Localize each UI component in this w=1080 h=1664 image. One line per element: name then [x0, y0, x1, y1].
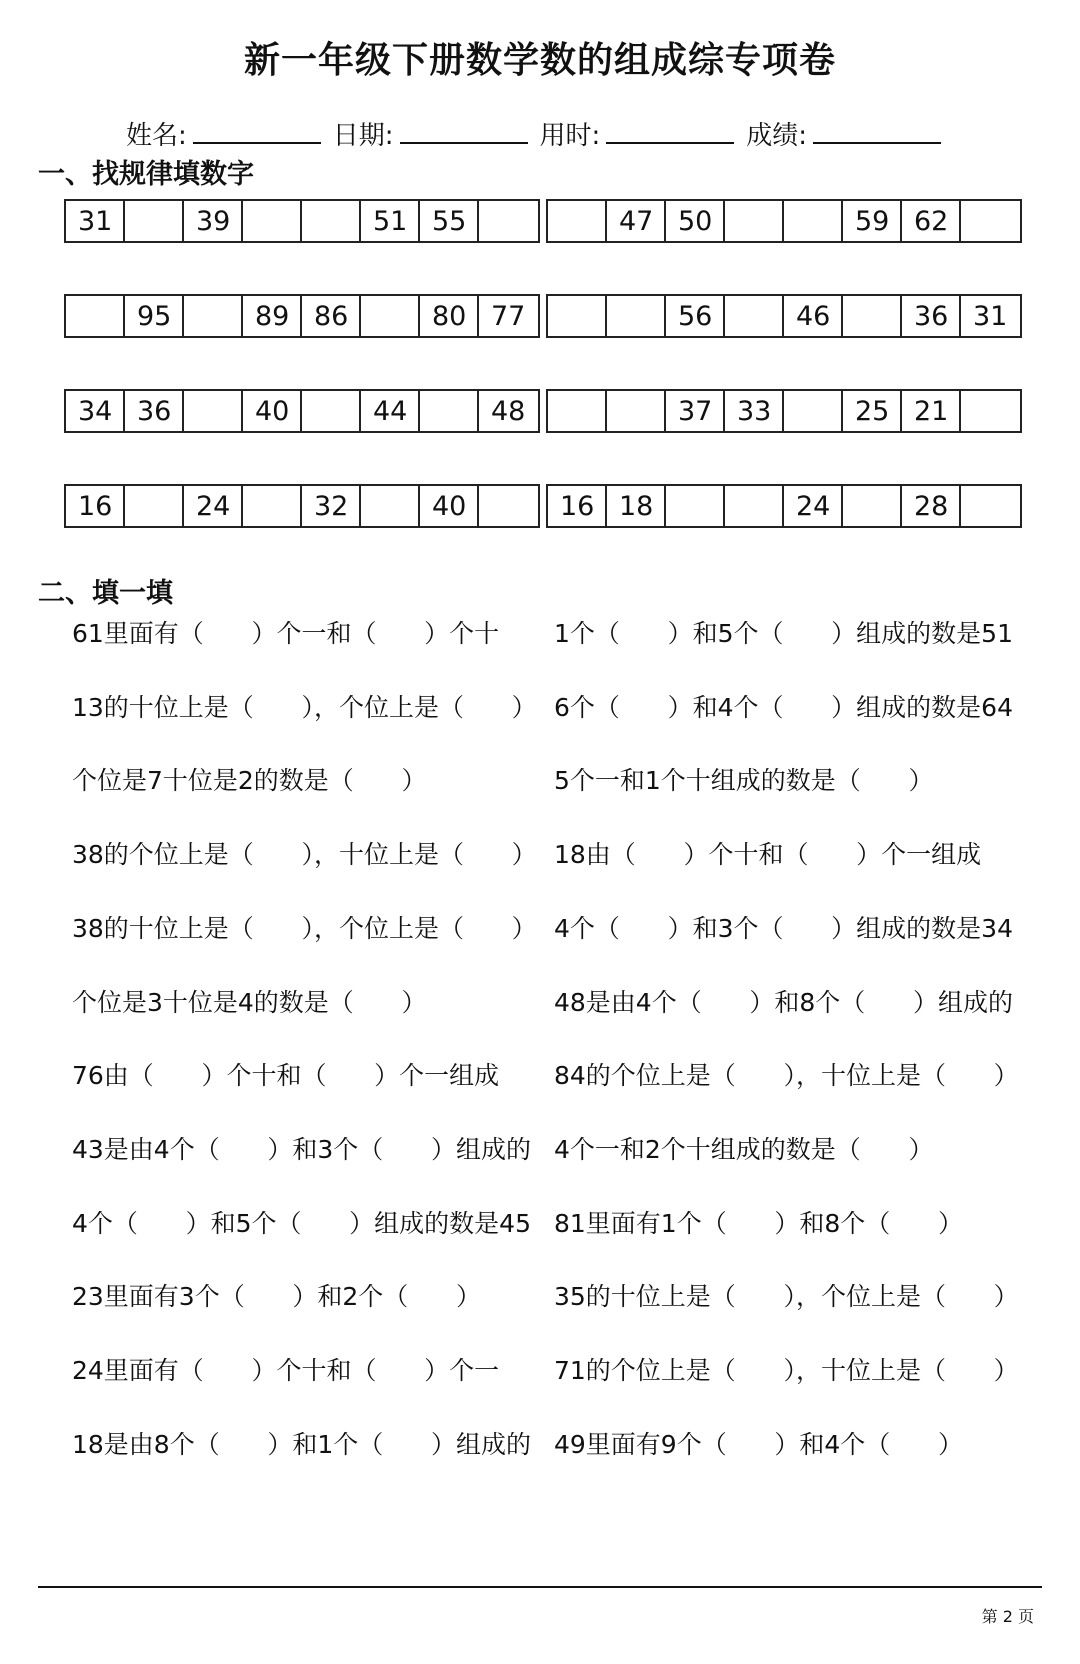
pattern-cell: 59	[843, 201, 902, 241]
info-name	[126, 115, 321, 152]
pattern-cell: 34	[66, 391, 125, 431]
pattern-cell: 24	[784, 486, 843, 526]
pattern-row-3-right	[546, 389, 1022, 433]
pattern-row-1-right	[546, 199, 1022, 243]
question-left-12: 18是由8个（ ）和1个（ ）组成的	[72, 1430, 531, 1459]
pattern-cell[interactable]	[125, 201, 184, 241]
date-blank[interactable]	[400, 118, 528, 144]
question-right-12: 49里面有9个（ ）和4个（ ）	[554, 1430, 963, 1459]
pattern-cell: 18	[607, 486, 666, 526]
pattern-cell: 31	[973, 301, 1008, 332]
question-left-11: 24里面有（ ）个十和（ ）个一	[72, 1356, 500, 1385]
pattern-cell: 50	[666, 201, 725, 241]
pattern-cell[interactable]	[420, 391, 479, 431]
page-title: 新一年级下册数学数的组成综专项卷	[243, 40, 836, 81]
pattern-cell[interactable]	[125, 486, 184, 526]
pattern-cell[interactable]	[479, 201, 538, 241]
question-right-9: 81里面有1个（ ）和8个（ ）	[554, 1209, 963, 1238]
info-score	[746, 115, 941, 152]
pattern-cell[interactable]	[784, 391, 843, 431]
pattern-cell[interactable]	[243, 201, 302, 241]
question-right-10: 35的十位上是（ ），个位上是（ ）	[554, 1282, 1019, 1311]
pattern-cell: 36	[125, 391, 184, 431]
time-blank[interactable]	[606, 118, 734, 144]
pattern-row-3-left	[64, 389, 540, 433]
question-right-3: 5个一和1个十组成的数是（ ）	[554, 766, 934, 795]
question-left-3: 个位是7十位是2的数是（ ）	[72, 766, 427, 795]
question-right-7: 84的个位上是（ ），十位上是（ ）	[554, 1061, 1019, 1090]
score-blank[interactable]	[813, 118, 941, 144]
info-date-label: 日期:	[332, 121, 394, 151]
question-right-11: 71的个位上是（ ），十位上是（ ）	[554, 1356, 1019, 1385]
pattern-cell[interactable]	[302, 391, 361, 431]
pattern-cell: 47	[607, 201, 666, 241]
question-left-10: 23里面有3个（ ）和2个（ ）	[72, 1282, 481, 1311]
pattern-cell[interactable]	[607, 391, 666, 431]
question-left-8: 43是由4个（ ）和3个（ ）组成的	[72, 1135, 531, 1164]
pattern-cell[interactable]	[479, 486, 538, 526]
pattern-cell: 28	[902, 486, 961, 526]
page-number: 第 2 页	[981, 1607, 1034, 1626]
pattern-cell: 80	[420, 296, 479, 336]
question-left-4: 38的个位上是（ ），十位上是（ ）	[72, 840, 537, 869]
pattern-cell: 77	[491, 301, 526, 332]
pattern-cell: 51	[361, 201, 420, 241]
pattern-cell[interactable]	[548, 391, 607, 431]
pattern-cell: 36	[902, 296, 961, 336]
info-date	[333, 115, 528, 152]
pattern-row-4-left	[64, 484, 540, 528]
pattern-cell[interactable]	[961, 486, 1020, 526]
pattern-cell: 16	[548, 486, 607, 526]
pattern-cell[interactable]	[302, 201, 361, 241]
pattern-cell[interactable]	[243, 486, 302, 526]
pattern-cell[interactable]	[784, 201, 843, 241]
pattern-cell: 48	[491, 396, 526, 427]
question-right-4: 18由（ ）个十和（ ）个一组成	[554, 840, 982, 869]
footer-rule	[38, 1586, 1042, 1588]
info-score-label: 成绩:	[746, 121, 808, 151]
pattern-cell: 56	[666, 296, 725, 336]
pattern-cell: 89	[243, 296, 302, 336]
pattern-cell[interactable]	[184, 296, 243, 336]
pattern-cell[interactable]	[666, 486, 725, 526]
pattern-row-1-left	[64, 199, 540, 243]
pattern-row-2-right	[546, 294, 1022, 338]
pattern-cell[interactable]	[843, 296, 902, 336]
pattern-cell[interactable]	[843, 486, 902, 526]
pattern-cell[interactable]	[725, 296, 784, 336]
question-left-7: 76由（ ）个十和（ ）个一组成	[72, 1061, 500, 1090]
question-right-2: 6个（ ）和4个（ ）组成的数是64	[554, 693, 1013, 722]
pattern-cell[interactable]	[725, 201, 784, 241]
question-left-2: 13的十位上是（ ），个位上是（ ）	[72, 693, 537, 722]
pattern-cell: 44	[361, 391, 420, 431]
info-time	[540, 115, 735, 152]
pattern-cell: 40	[420, 486, 479, 526]
pattern-cell[interactable]	[961, 201, 1020, 241]
pattern-cell: 86	[302, 296, 361, 336]
pattern-cell: 40	[243, 391, 302, 431]
pattern-cell: 16	[66, 486, 125, 526]
info-name-label: 姓名:	[126, 121, 187, 151]
pattern-cell[interactable]	[184, 391, 243, 431]
pattern-cell[interactable]	[361, 296, 420, 336]
pattern-cell: 37	[666, 391, 725, 431]
pattern-cell[interactable]	[548, 201, 607, 241]
pattern-cell: 32	[302, 486, 361, 526]
pattern-cell: 55	[420, 201, 479, 241]
pattern-cell: 39	[184, 201, 243, 241]
pattern-cell[interactable]	[66, 296, 125, 336]
question-left-9: 4个（ ）和5个（ ）组成的数是45	[72, 1209, 531, 1238]
question-left-1: 61里面有（ ）个一和（ ）个十	[72, 619, 500, 648]
question-right-5: 4个（ ）和3个（ ）组成的数是34	[554, 914, 1013, 943]
pattern-cell: 95	[125, 296, 184, 336]
pattern-cell[interactable]	[961, 391, 1020, 431]
pattern-cell[interactable]	[607, 296, 666, 336]
pattern-cell: 21	[902, 391, 961, 431]
section2-title: 二、填一填	[38, 578, 173, 609]
student-info-row	[126, 115, 941, 152]
question-left-5: 38的十位上是（ ），个位上是（ ）	[72, 914, 537, 943]
question-right-8: 4个一和2个十组成的数是（ ）	[554, 1135, 934, 1164]
question-right-6: 48是由4个（ ）和8个（ ）组成的	[554, 988, 1013, 1017]
pattern-cell: 24	[184, 486, 243, 526]
pattern-cell[interactable]	[548, 296, 607, 336]
info-time-label: 用时:	[539, 121, 601, 151]
pattern-cell: 31	[66, 201, 125, 241]
pattern-row-2-left	[64, 294, 540, 338]
pattern-cell[interactable]	[361, 486, 420, 526]
pattern-row-4-right	[546, 484, 1022, 528]
pattern-cell: 25	[843, 391, 902, 431]
question-left-6: 个位是3十位是4的数是（ ）	[72, 988, 427, 1017]
pattern-cell: 46	[784, 296, 843, 336]
pattern-cell[interactable]	[725, 486, 784, 526]
section1-title: 一、找规律填数字	[38, 159, 254, 190]
question-right-1: 1个（ ）和5个（ ）组成的数是51	[554, 619, 1013, 648]
pattern-cell: 33	[725, 391, 784, 431]
pattern-cell: 62	[902, 201, 961, 241]
name-blank[interactable]	[193, 118, 321, 144]
